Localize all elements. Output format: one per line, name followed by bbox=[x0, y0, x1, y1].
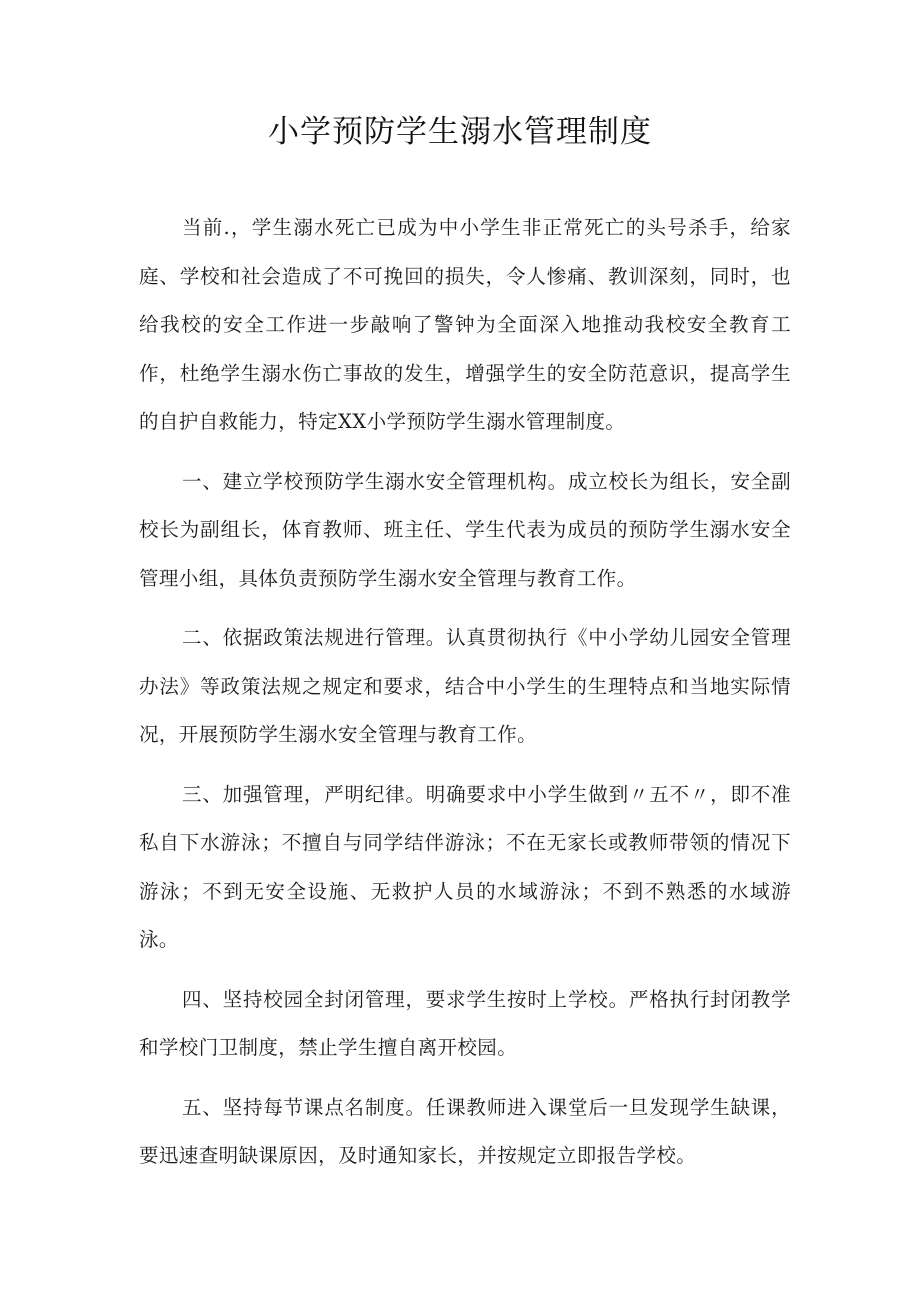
rule-paragraph-3: 三、加强管理，严明纪律。明确要求中小学生做到〃五不〃，即不准私自下水游泳；不擅自与同学结伴游泳；不在无家长或教师带领的情况下游泳；不到无安全设施、无救护人员的水域游泳；不到不熟悉的水域游泳。 bbox=[139, 782, 791, 951]
document-title: 小学预防学生溺水管理制度 bbox=[268, 114, 652, 150]
rule-paragraph-5: 五、坚持每节课点名制度。任课教师进入课堂后一旦发现学生缺课，要迅速查明缺课原因，及时通知家长，并按规定立即报告学校。 bbox=[139, 1095, 791, 1167]
rule-paragraph-1: 一、建立学校预防学生溺水安全管理机构。成立校长为组长，安全副校长为副组长，体育教师、班主任、学生代表为成员的预防学生溺水安全管理小组，具体负责预防学生溺水安全管理与教育工作。 bbox=[139, 469, 791, 590]
intro-paragraph: 当前.，学生溺水死亡已成为中小学生非正常死亡的头号杀手，给家庭、学校和社会造成了不可挽回的损失，令人惨痛、教训深刻，同时，也给我校的安全工作进一步敲响了警钟为全面深入地推动我校安全教育工作，杜绝学生溺水伤亡事故的发生，增强学生的安全防范意识，提高学生的自护自救能力，特定XX小学预防学生溺水管理制度。 bbox=[139, 216, 791, 433]
rule-paragraph-4: 四、坚持校园全封闭管理，要求学生按时上学校。严格执行封闭教学和学校门卫制度，禁止学生擅自离开校园。 bbox=[139, 987, 791, 1059]
document-body bbox=[139, 204, 791, 1192]
rule-paragraph-2: 二、依据政策法规进行管理。认真贯彻执行《中小学幼儿园安全管理办法》等政策法规之规定和要求，结合中小学生的生理特点和当地实际情况，开展预防学生溺水安全管理与教育工作。 bbox=[139, 626, 791, 746]
